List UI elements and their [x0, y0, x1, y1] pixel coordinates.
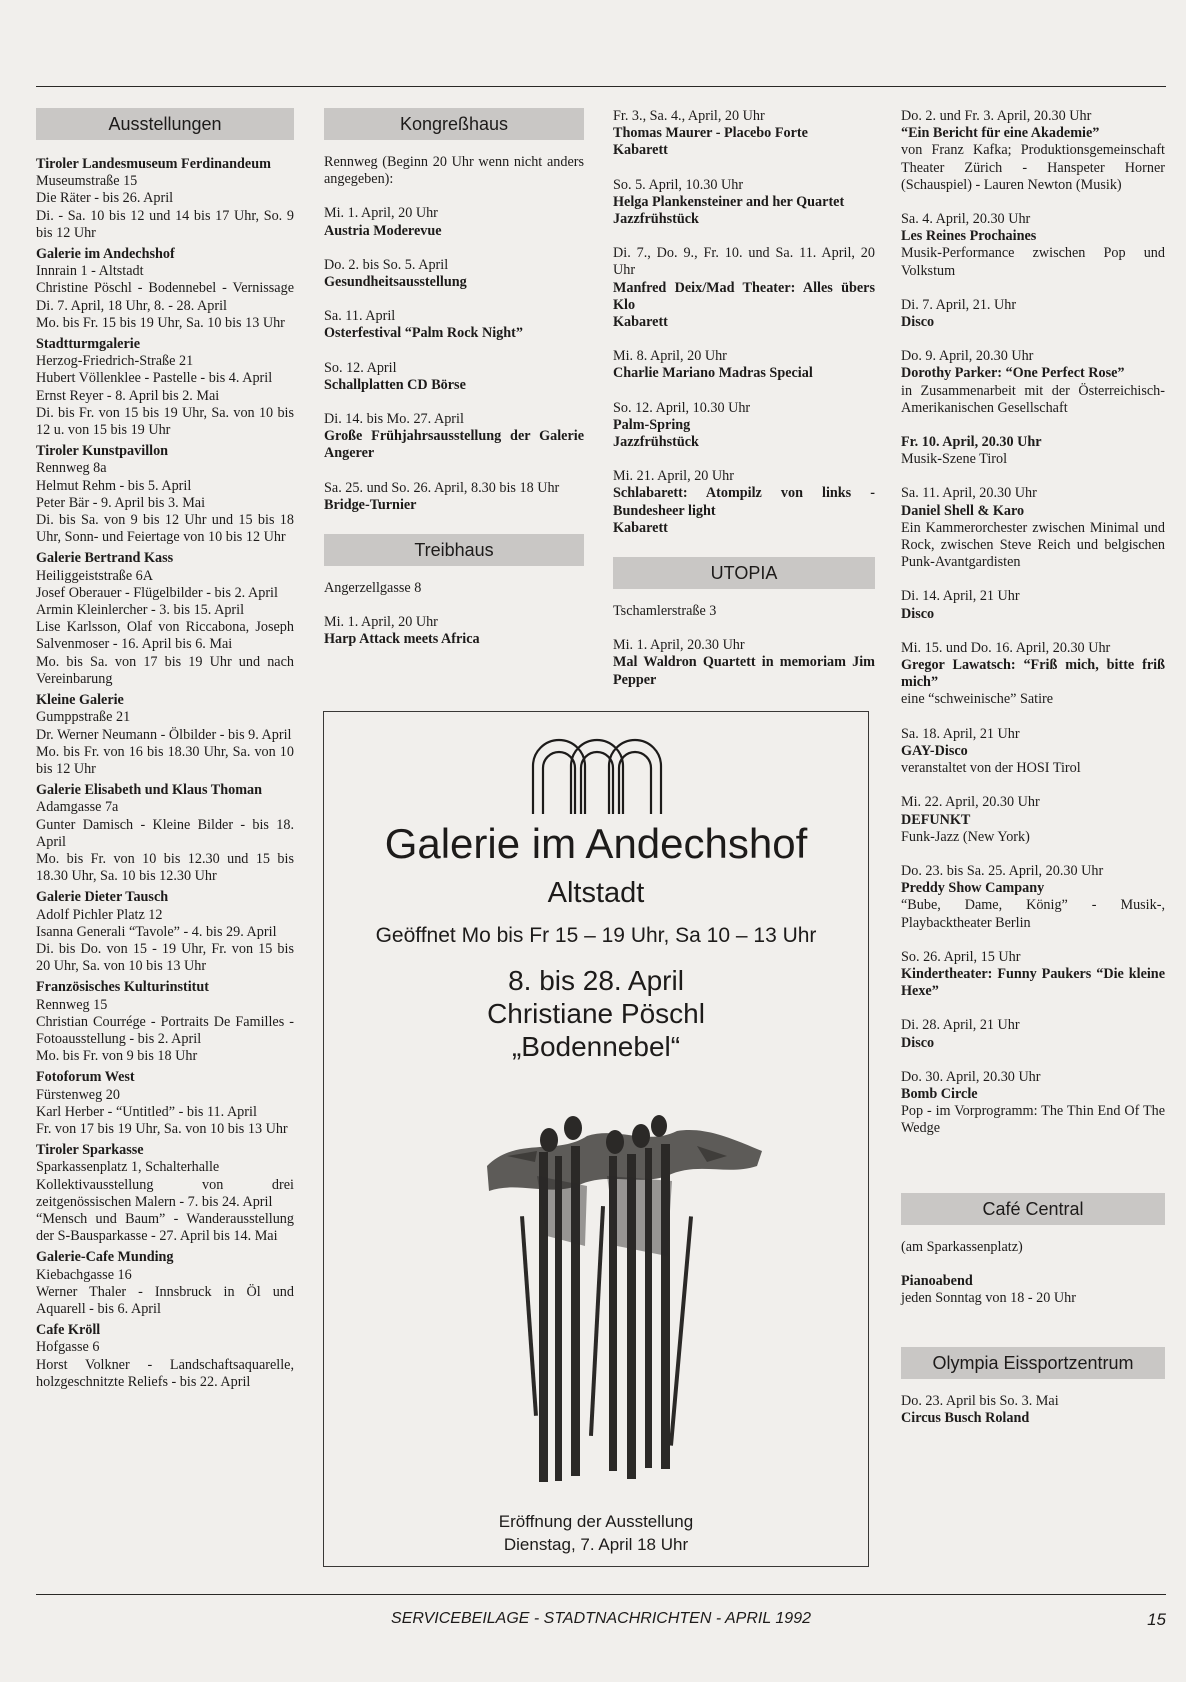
event-title: Bridge-Turnier	[324, 496, 417, 513]
event-title: Disco	[901, 314, 935, 331]
gallery-hours: Geöffnet Mo bis Fr 15 – 19 Uhr, Sa 10 – 13 Uhr	[375, 924, 817, 947]
exhibition-line: Mo. bis Fr. von 16 bis 18.30 Uhr, Sa. von 10 bis 12 Uhr	[36, 743, 294, 777]
event-date: Mi. 1. April, 20 Uhr	[324, 614, 438, 631]
venue-name: Französisches Kulturinstitut	[36, 979, 210, 996]
event-entry	[901, 949, 1165, 1001]
event-description: jeden Sonntag von 18 - 20 Uhr	[901, 1289, 1076, 1306]
exhibition-line: Di. bis Fr. von 15 bis 19 Uhr, Sa. von 10 bis 12 u. von 15 bis 19 Uhr	[36, 404, 294, 439]
event-title: Schallplatten CD Börse	[324, 376, 466, 393]
event-entry	[613, 637, 875, 689]
event-entry	[901, 297, 1165, 331]
event-entry	[613, 108, 875, 160]
section-header-kongresshaus: Kongreßhaus	[324, 108, 584, 140]
venue-name: Cafe Kröll	[36, 1322, 101, 1339]
arches-logo-icon	[529, 730, 665, 816]
event-subtitle: Jazzfrühstück	[613, 434, 699, 451]
event-date: Mi. 22. April, 20.30 Uhr	[901, 794, 1040, 811]
event-date: Sa. 11. April	[324, 308, 396, 325]
exhibition-entry	[36, 246, 294, 332]
gallery-name: Galerie im Andechshof	[384, 820, 808, 867]
column-treibhaus-events	[613, 108, 875, 706]
exhibition-line: Mo. bis Fr. von 10 bis 12.30 und 15 bis 18.30 Uhr, Sa. 10 bis 12.30 Uhr	[36, 850, 294, 885]
exhibition-entry	[36, 692, 294, 778]
event-title: Dorothy Parker: “One Perfect Rose”	[901, 365, 1125, 382]
exhibition-line: Fr. von 17 bis 19 Uhr, Sa. von 10 bis 13 Uhr	[36, 1120, 288, 1137]
event-title: Osterfestival “Palm Rock Night”	[324, 325, 523, 342]
event-date: Di. 14. April, 21 Uhr	[901, 588, 1020, 605]
exhibition-line: Kiebachgasse 16	[36, 1266, 132, 1283]
event-description: Ein Kammerorchester zwischen Minimal und Rock, zwischen Steve Reich und belgischen Punk-Avantgardisten	[901, 519, 1165, 571]
event-entry	[324, 257, 584, 291]
event-date: Sa. 18. April, 21 Uhr	[901, 725, 1020, 742]
exhibition-entry	[36, 1322, 294, 1391]
event-title: DEFUNKT	[901, 811, 971, 828]
gallery-location: Altstadt	[547, 877, 645, 909]
venue-name: Tiroler Landesmuseum Ferdinandeum	[36, 156, 271, 172]
event-subtitle: Jazzfrühstück	[613, 211, 699, 228]
exhibition-line: Hofgasse 6	[36, 1339, 100, 1356]
event-entry	[901, 434, 1165, 468]
venue-name: Galerie Dieter Tausch	[36, 889, 169, 906]
event-title: Austria Moderevue	[324, 222, 442, 239]
event-entry	[324, 205, 584, 239]
opening-label: Eröffnung der Ausstellung	[498, 1512, 694, 1531]
event-entry	[901, 588, 1165, 622]
exhibition-line: Gunter Damisch - Kleine Bilder - bis 18. April	[36, 816, 294, 850]
exhibition-line: Christian Courrége - Portraits De Familles - Fotoausstellung - bis 2. April	[36, 1013, 294, 1047]
column-exhibitions	[36, 108, 294, 1395]
section-header-exhibitions: Ausstellungen	[36, 108, 294, 140]
exhibition-line: Heiliggeiststraße 6A	[36, 567, 154, 584]
exhibition-line: Helmut Rehm - bis 5. April	[36, 477, 192, 494]
section-header-utopia: UTOPIA	[613, 557, 875, 589]
section-header-cafe-central: Café Central	[901, 1193, 1165, 1225]
venue-name: Galerie Bertrand Kass	[36, 550, 174, 567]
exhibition-line: Adamgasse 7a	[36, 799, 119, 816]
exhibition-dates: 8. bis 28. April	[508, 965, 684, 996]
event-title: Harp Attack meets Africa	[324, 631, 480, 648]
cafe-central-intro: (am Sparkassenplatz)	[901, 1238, 1023, 1255]
exhibition-line: Innrain 1 - Altstadt	[36, 263, 144, 280]
olympia-event	[901, 1393, 1165, 1427]
venue-name: Galerie Elisabeth und Klaus Thoman	[36, 782, 263, 799]
event-entry	[901, 485, 1165, 571]
event-date: So. 12. April, 10.30 Uhr	[613, 399, 751, 416]
event-entry	[901, 1017, 1165, 1051]
exhibition-line: Di. bis Sa. von 9 bis 12 Uhr und 15 bis 18 Uhr, Sonn- und Feiertage von 10 bis 12 Uhr	[36, 512, 294, 546]
event-date: So. 26. April, 15 Uhr	[901, 948, 1021, 965]
event-title: Thomas Maurer - Placebo Forte	[613, 125, 808, 142]
utopia-intro: Tschamlerstraße 3	[613, 603, 717, 620]
exhibition-line: Sparkassenplatz 1, Schalterhalle	[36, 1159, 220, 1176]
event-entry	[901, 640, 1165, 709]
venue-name: Kleine Galerie	[36, 692, 124, 709]
event-date: Di. 14. bis Mo. 27. April	[324, 411, 464, 428]
exhibition-line: Fürstenweg 20	[36, 1086, 120, 1103]
event-description: Pop - im Vorprogramm: The Thin End Of The Wedge	[901, 1103, 1165, 1137]
event-date: Fr. 10. April, 20.30 Uhr	[901, 434, 1042, 451]
event-entry	[324, 614, 584, 648]
event-title: Kindertheater: Funny Paukers “Die kleine Hexe”	[901, 965, 1165, 1000]
event-subtitle: Kabarett	[613, 519, 668, 536]
event-entry	[901, 108, 1165, 194]
event-date: Di. 28. April, 21 Uhr	[901, 1017, 1020, 1034]
page-number: 15	[1147, 1610, 1166, 1629]
event-title: Helga Plankensteiner and her Quartet	[613, 193, 845, 210]
event-date: Do. 2. bis So. 5. April	[324, 256, 449, 273]
treibhaus-events-continued	[613, 108, 875, 537]
exhibition-line: Kollektivausstellung von drei zeitgenössischen Malern - 7. bis 24. April	[36, 1176, 294, 1210]
event-description: in Zusammenarbeit mit der Österreichisch-Amerikanischen Gesellschaft	[901, 382, 1165, 416]
exhibition-line: Karl Herber - “Untitled” - bis 11. April	[36, 1103, 257, 1120]
venue-name: Stadtturmgalerie	[36, 336, 141, 353]
event-title: Circus Busch Roland	[901, 1410, 1030, 1427]
exhibition-entry	[36, 889, 294, 975]
event-date: Mi. 15. und Do. 16. April, 20.30 Uhr	[901, 639, 1111, 656]
exhibition-line: Museumstraße 15	[36, 173, 138, 190]
sculpture-photo	[477, 1096, 767, 1496]
event-description: Funk-Jazz (New York)	[901, 828, 1030, 845]
event-title: “Ein Bericht für eine Akademie”	[901, 125, 1100, 142]
treibhaus-events	[324, 614, 584, 648]
exhibition-line: Gumppstraße 21	[36, 709, 131, 726]
exhibition-line: Horst Volkner - Landschaftsaquarelle, holzgeschnitzte Reliefs - bis 22. April	[36, 1356, 294, 1390]
exhibition-line: Werner Thaler - Innsbruck in Öl und Aquarell - bis 6. April	[36, 1283, 294, 1317]
exhibition-line: Rennweg 15	[36, 996, 108, 1013]
event-description: Musik-Performance zwischen Pop und Volkstum	[901, 245, 1165, 279]
venue-name: Galerie-Cafe Munding	[36, 1249, 174, 1266]
exhibition-line: Mo. bis Fr. von 9 bis 18 Uhr	[36, 1048, 198, 1065]
venue-name: Tiroler Kunstpavillon	[36, 443, 169, 460]
section-header-olympia: Olympia Eissportzentrum	[901, 1347, 1165, 1379]
event-title: Preddy Show Campany	[901, 880, 1045, 897]
venue-name: Galerie im Andechshof	[36, 246, 175, 263]
event-title: GAY-Disco	[901, 742, 968, 759]
exhibition-entry	[36, 1249, 294, 1318]
exhibition-entry	[36, 336, 294, 439]
exhibition-line: Peter Bär - 9. April bis 3. Mai	[36, 494, 206, 511]
exhibition-artist: Christiane Pöschl	[487, 998, 705, 1029]
event-title: Große Frühjahrsausstellung der Galerie Angerer	[324, 428, 584, 462]
event-date: Fr. 3., Sa. 4., April, 20 Uhr	[613, 108, 765, 124]
exhibition-line: Armin Kleinlercher - 3. bis 15. April	[36, 602, 245, 619]
exhibition-line: Mo. bis Sa. von 17 bis 19 Uhr und nach Vereinbarung	[36, 653, 294, 687]
event-date: Sa. 25. und So. 26. April, 8.30 bis 18 Uhr	[324, 479, 560, 496]
exhibition-line: Christine Pöschl - Bodennebel - Vernissage Di. 7. April, 18 Uhr, 8. - 28. April	[36, 280, 294, 314]
section-header-treibhaus: Treibhaus	[324, 534, 584, 566]
column-kongresshaus	[324, 108, 584, 666]
event-entry	[901, 863, 1165, 932]
event-date: Di. 7., Do. 9., Fr. 10. und Sa. 11. April, 20 Uhr	[613, 245, 875, 279]
event-date: Do. 23. bis Sa. 25. April, 20.30 Uhr	[901, 862, 1104, 879]
event-title: Mal Waldron Quartett in memoriam Jim Pepper	[613, 654, 875, 688]
event-entry	[613, 177, 875, 229]
exhibition-entry	[36, 443, 294, 546]
opening-info	[324, 1510, 868, 1556]
event-date: Do. 23. April bis So. 3. Mai	[901, 1393, 1059, 1410]
event-title: Disco	[901, 1034, 935, 1051]
exhibition-line: Adolf Pichler Platz 12	[36, 906, 163, 923]
event-date: Mi. 21. April, 20 Uhr	[613, 468, 734, 485]
cafe-central-event	[901, 1273, 1165, 1307]
exhibition-line: “Mensch und Baum” - Wanderausstellung der S-Bausparkasse - 27. April bis 14. Mai	[36, 1210, 294, 1245]
event-title: Charlie Mariano Madras Special	[613, 365, 813, 382]
event-entry	[613, 348, 875, 382]
event-title: Les Reines Prochaines	[901, 228, 1037, 245]
event-entry	[324, 411, 584, 463]
event-entry	[324, 308, 584, 342]
exhibition-line: Die Räter - bis 26. April	[36, 190, 174, 207]
exhibition-details	[324, 964, 868, 1063]
event-date: Do. 30. April, 20.30 Uhr	[901, 1068, 1041, 1085]
kongresshaus-events	[324, 205, 584, 514]
treibhaus-intro: Angerzellgasse 8	[324, 580, 422, 597]
exhibition-entry	[36, 979, 294, 1065]
exhibition-line: Josef Oberauer - Flügelbilder - bis 2. April	[36, 584, 278, 601]
utopia-events	[613, 637, 875, 689]
event-title: Bomb Circle	[901, 1085, 978, 1102]
exhibition-line: Dr. Werner Neumann - Ölbilder - bis 9. April	[36, 726, 292, 743]
exhibition-line: Di. bis Do. von 15 - 19 Uhr, Fr. von 15 bis 20 Uhr, Sa. von 10 bis 13 Uhr	[36, 940, 294, 975]
utopia-events-continued	[901, 108, 1165, 1138]
event-entry	[324, 480, 584, 514]
exhibition-line: Hubert Völlenklee - Pastelle - bis 4. April	[36, 370, 273, 387]
event-entry	[613, 468, 875, 537]
exhibition-entry	[36, 1142, 294, 1245]
event-title: Schlabarett: Atompilz von links - Bundesheer light	[613, 485, 875, 519]
exhibition-line: Di. - Sa. 10 bis 12 und 14 bis 17 Uhr, So. 9 bis 12 Uhr	[36, 207, 294, 241]
event-title: Daniel Shell & Karo	[901, 502, 1025, 519]
event-title: Manfred Deix/Mad Theater: Alles übers Klo	[613, 279, 875, 313]
event-title: Gregor Lawatsch: “Friß mich, bitte friß mich”	[901, 657, 1165, 691]
event-entry	[613, 245, 875, 331]
event-date: Di. 7. April, 21. Uhr	[901, 296, 1017, 313]
event-date: Mi. 1. April, 20 Uhr	[324, 205, 438, 222]
venue-name: Fotoforum West	[36, 1069, 135, 1086]
kongresshaus-intro: Rennweg (Beginn 20 Uhr wenn nicht anders angegeben):	[324, 154, 584, 188]
event-entry	[901, 794, 1165, 846]
exhibition-line: Herzog-Friedrich-Straße 21	[36, 353, 194, 370]
event-description: von Franz Kafka; Produktionsgemeinschaft Theater Zürich - Hanspeter Horner (Schauspiel) - Lauren Newton (Musik)	[901, 142, 1165, 193]
event-date: Mi. 8. April, 20 Uhr	[613, 348, 727, 365]
event-entry	[901, 348, 1165, 417]
event-title: Pianoabend	[901, 1272, 973, 1289]
event-title: Gesundheitsausstellung	[324, 274, 467, 291]
event-entry	[613, 400, 875, 452]
top-rule	[36, 86, 1166, 87]
gallery-advertisement	[323, 711, 869, 1567]
exhibition-title: „Bodennebel“	[511, 1031, 681, 1062]
event-subtitle: Kabarett	[613, 142, 668, 159]
event-entry	[324, 360, 584, 394]
event-date: Sa. 11. April, 20.30 Uhr	[901, 485, 1037, 502]
column-utopia-events	[901, 108, 1165, 1445]
event-subtitle: Kabarett	[613, 314, 668, 331]
event-date: Sa. 4. April, 20.30 Uhr	[901, 211, 1031, 228]
exhibition-line: Mo. bis Fr. 15 bis 19 Uhr, Sa. 10 bis 13 Uhr	[36, 314, 285, 331]
footer-publication: SERVICEBEILAGE - STADTNACHRICHTEN - APRIL 1992	[391, 1610, 811, 1627]
event-entry	[901, 1069, 1165, 1138]
event-description: Musik-Szene Tirol	[901, 451, 1008, 468]
exhibition-entry	[36, 550, 294, 688]
event-description: veranstaltet von der HOSI Tirol	[901, 760, 1081, 777]
opening-date: Dienstag, 7. April 18 Uhr	[503, 1535, 689, 1554]
event-title: Palm-Spring	[613, 416, 691, 433]
event-date: So. 5. April, 10.30 Uhr	[613, 176, 744, 193]
venue-name: Tiroler Sparkasse	[36, 1142, 144, 1159]
exhibition-line: Ernst Reyer - 8. April bis 2. Mai	[36, 387, 220, 404]
exhibition-list	[36, 156, 294, 1391]
event-description: eine “schweinische” Satire	[901, 691, 1054, 708]
event-date: So. 12. April	[324, 359, 397, 376]
event-entry	[901, 726, 1165, 778]
event-date: Mi. 1. April, 20.30 Uhr	[613, 637, 745, 654]
exhibition-entry	[36, 782, 294, 885]
exhibition-line: Rennweg 8a	[36, 460, 107, 477]
exhibition-line: Lise Karlsson, Olaf von Riccabona, Joseph Salvenmoser - 16. April bis 6. Mai	[36, 619, 294, 653]
event-date: Do. 9. April, 20.30 Uhr	[901, 348, 1034, 365]
exhibition-entry	[36, 156, 294, 242]
event-title: Disco	[901, 605, 935, 622]
exhibition-entry	[36, 1069, 294, 1138]
event-date: Do. 2. und Fr. 3. April, 20.30 Uhr	[901, 108, 1092, 124]
event-description: “Bube, Dame, König” - Musik-, Playbacktheater Berlin	[901, 897, 1165, 931]
bottom-rule	[36, 1594, 1166, 1595]
event-entry	[901, 211, 1165, 280]
exhibition-line: Isanna Generali “Tavole” - 4. bis 29. April	[36, 923, 277, 940]
